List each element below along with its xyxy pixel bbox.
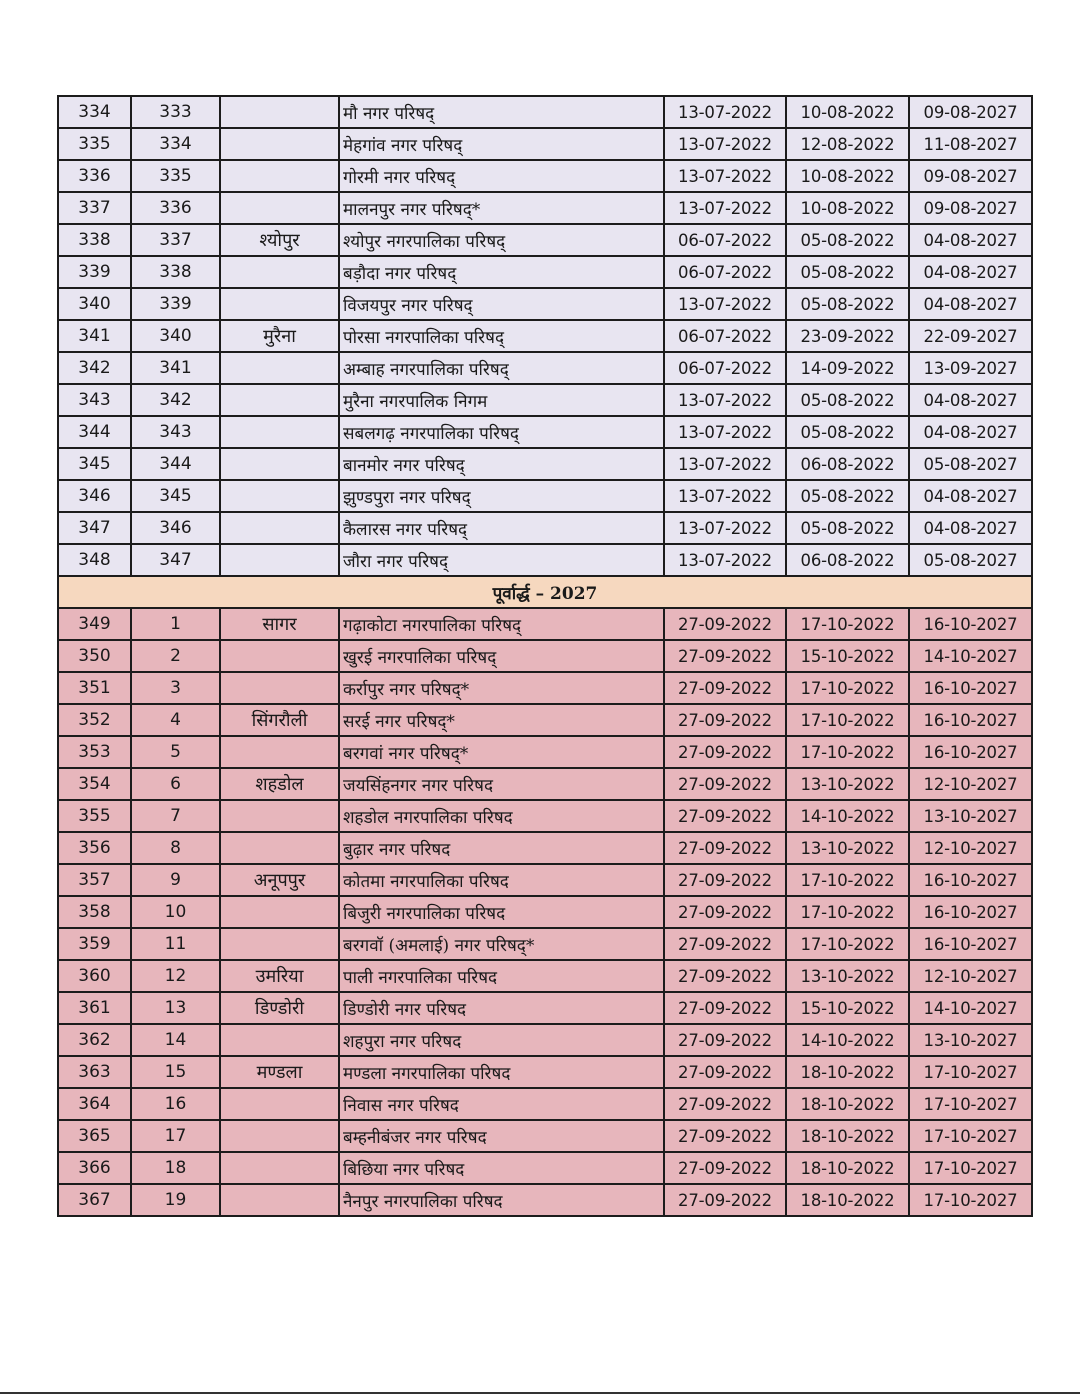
term-end-date-cell: 05-08-2027 — [909, 544, 1032, 576]
term-end-date-cell: 16-10-2027 — [909, 928, 1032, 960]
term-end-date-cell: 16-10-2027 — [909, 672, 1032, 704]
table-row — [58, 224, 1032, 256]
term-start-date-cell: 05-08-2022 — [786, 384, 909, 416]
district-cell — [220, 192, 339, 224]
district-cell — [220, 256, 339, 288]
term-end-date-cell: 14-10-2027 — [909, 640, 1032, 672]
municipal-body-cell: झुण्डपुरा नगर परिषद् — [339, 480, 664, 512]
notification-date-cell: 27-09-2022 — [664, 896, 786, 928]
term-end-date-cell: 14-10-2027 — [909, 992, 1032, 1024]
district-cell — [220, 96, 339, 128]
notification-date-cell: 27-09-2022 — [664, 832, 786, 864]
term-end-date-cell: 13-10-2027 — [909, 1024, 1032, 1056]
notification-date-cell: 13-07-2022 — [664, 160, 786, 192]
notification-date-cell: 06-07-2022 — [664, 352, 786, 384]
district-cell: मण्डला — [220, 1056, 339, 1088]
serial-number-cell: 334 — [58, 96, 131, 128]
municipal-body-cell: बिजुरी नगरपालिका परिषद — [339, 896, 664, 928]
municipal-body-cell: बरगवां नगर परिषद्* — [339, 736, 664, 768]
table-body-group-a — [58, 96, 1032, 576]
notification-date-cell: 27-09-2022 — [664, 608, 786, 640]
serial-number-cell: 342 — [58, 352, 131, 384]
notification-date-cell: 13-07-2022 — [664, 544, 786, 576]
notification-date-cell: 27-09-2022 — [664, 1152, 786, 1184]
serial-number-cell: 355 — [58, 800, 131, 832]
serial-number-cell: 353 — [58, 736, 131, 768]
serial-number-cell: 359 — [58, 928, 131, 960]
table-row — [58, 1184, 1032, 1216]
term-start-date-cell: 23-09-2022 — [786, 320, 909, 352]
notification-date-cell: 27-09-2022 — [664, 928, 786, 960]
term-end-date-cell: 04-08-2027 — [909, 224, 1032, 256]
term-end-date-cell: 11-08-2027 — [909, 128, 1032, 160]
notification-date-cell: 06-07-2022 — [664, 320, 786, 352]
section-title: पूर्वार्द्ध – 2027 — [58, 576, 1032, 608]
municipal-body-cell: नैनपुर नगरपालिका परिषद — [339, 1184, 664, 1216]
term-start-date-cell: 06-08-2022 — [786, 544, 909, 576]
district-cell — [220, 736, 339, 768]
term-start-date-cell: 10-08-2022 — [786, 192, 909, 224]
term-start-date-cell: 10-08-2022 — [786, 96, 909, 128]
term-end-date-cell: 16-10-2027 — [909, 896, 1032, 928]
body-number-cell: 340 — [131, 320, 220, 352]
municipal-body-cell: बुढ़ार नगर परिषद — [339, 832, 664, 864]
term-end-date-cell: 05-08-2027 — [909, 448, 1032, 480]
table-row — [58, 800, 1032, 832]
table-row — [58, 672, 1032, 704]
municipal-body-cell: मेहगांव नगर परिषद् — [339, 128, 664, 160]
notification-date-cell: 27-09-2022 — [664, 864, 786, 896]
district-cell: श्योपुर — [220, 224, 339, 256]
term-end-date-cell: 13-09-2027 — [909, 352, 1032, 384]
table-row — [58, 1152, 1032, 1184]
table-row — [58, 544, 1032, 576]
district-cell — [220, 1088, 339, 1120]
term-end-date-cell: 22-09-2027 — [909, 320, 1032, 352]
serial-number-cell: 352 — [58, 704, 131, 736]
table-row — [58, 608, 1032, 640]
district-cell — [220, 1152, 339, 1184]
serial-number-cell: 349 — [58, 608, 131, 640]
term-start-date-cell: 17-10-2022 — [786, 736, 909, 768]
term-start-date-cell: 06-08-2022 — [786, 448, 909, 480]
municipal-body-cell: जौरा नगर परिषद् — [339, 544, 664, 576]
section-row — [58, 576, 1032, 608]
term-end-date-cell: 04-08-2027 — [909, 256, 1032, 288]
body-number-cell: 339 — [131, 288, 220, 320]
municipal-body-cell: विजयपुर नगर परिषद् — [339, 288, 664, 320]
notification-date-cell: 13-07-2022 — [664, 288, 786, 320]
district-cell — [220, 800, 339, 832]
municipal-body-cell: शहडोल नगरपालिका परिषद — [339, 800, 664, 832]
page-bottom-divider — [0, 1392, 1080, 1394]
table-row — [58, 256, 1032, 288]
district-cell — [220, 384, 339, 416]
body-number-cell: 334 — [131, 128, 220, 160]
district-cell — [220, 448, 339, 480]
serial-number-cell: 357 — [58, 864, 131, 896]
district-cell — [220, 512, 339, 544]
table-row — [58, 288, 1032, 320]
notification-date-cell: 27-09-2022 — [664, 672, 786, 704]
body-number-cell: 337 — [131, 224, 220, 256]
district-cell: अनूपपुर — [220, 864, 339, 896]
notification-date-cell: 06-07-2022 — [664, 224, 786, 256]
term-end-date-cell: 17-10-2027 — [909, 1184, 1032, 1216]
municipal-body-cell: मण्डला नगरपालिका परिषद — [339, 1056, 664, 1088]
term-end-date-cell: 09-08-2027 — [909, 96, 1032, 128]
notification-date-cell: 27-09-2022 — [664, 992, 786, 1024]
district-cell — [220, 160, 339, 192]
term-start-date-cell: 05-08-2022 — [786, 288, 909, 320]
serial-number-cell: 363 — [58, 1056, 131, 1088]
serial-number-cell: 354 — [58, 768, 131, 800]
district-cell — [220, 480, 339, 512]
table-body-group-b — [58, 608, 1032, 1216]
table-row — [58, 960, 1032, 992]
table-row — [58, 928, 1032, 960]
term-start-date-cell: 18-10-2022 — [786, 1056, 909, 1088]
body-number-cell: 4 — [131, 704, 220, 736]
table-row — [58, 128, 1032, 160]
term-end-date-cell: 04-08-2027 — [909, 480, 1032, 512]
serial-number-cell: 351 — [58, 672, 131, 704]
serial-number-cell: 356 — [58, 832, 131, 864]
term-start-date-cell: 17-10-2022 — [786, 608, 909, 640]
term-end-date-cell: 17-10-2027 — [909, 1088, 1032, 1120]
municipal-body-cell: मौ नगर परिषद् — [339, 96, 664, 128]
district-cell — [220, 1120, 339, 1152]
term-start-date-cell: 15-10-2022 — [786, 640, 909, 672]
municipal-body-cell: सबलगढ़ नगरपालिका परिषद् — [339, 416, 664, 448]
table-row — [58, 160, 1032, 192]
serial-number-cell: 346 — [58, 480, 131, 512]
term-end-date-cell: 04-08-2027 — [909, 288, 1032, 320]
term-start-date-cell: 14-09-2022 — [786, 352, 909, 384]
serial-number-cell: 361 — [58, 992, 131, 1024]
notification-date-cell: 13-07-2022 — [664, 192, 786, 224]
term-start-date-cell: 05-08-2022 — [786, 480, 909, 512]
body-number-cell: 343 — [131, 416, 220, 448]
body-number-cell: 14 — [131, 1024, 220, 1056]
municipal-body-cell: बड़ौदा नगर परिषद् — [339, 256, 664, 288]
term-end-date-cell: 04-08-2027 — [909, 384, 1032, 416]
serial-number-cell: 338 — [58, 224, 131, 256]
serial-number-cell: 347 — [58, 512, 131, 544]
municipal-body-cell: कर्रापुर नगर परिषद्* — [339, 672, 664, 704]
district-cell: सागर — [220, 608, 339, 640]
district-cell — [220, 416, 339, 448]
term-start-date-cell: 17-10-2022 — [786, 896, 909, 928]
table-row — [58, 416, 1032, 448]
term-start-date-cell: 17-10-2022 — [786, 672, 909, 704]
notification-date-cell: 13-07-2022 — [664, 128, 786, 160]
body-number-cell: 333 — [131, 96, 220, 128]
table-row — [58, 992, 1032, 1024]
district-cell — [220, 1184, 339, 1216]
term-start-date-cell: 12-08-2022 — [786, 128, 909, 160]
body-number-cell: 17 — [131, 1120, 220, 1152]
term-end-date-cell: 04-08-2027 — [909, 512, 1032, 544]
municipal-body-cell: डिण्डोरी नगर परिषद — [339, 992, 664, 1024]
district-cell: उमरिया — [220, 960, 339, 992]
term-start-date-cell: 15-10-2022 — [786, 992, 909, 1024]
municipal-body-cell: बानमोर नगर परिषद् — [339, 448, 664, 480]
municipal-body-cell: मुरैना नगरपालिक निगम — [339, 384, 664, 416]
serial-number-cell: 362 — [58, 1024, 131, 1056]
table-row — [58, 736, 1032, 768]
term-start-date-cell: 05-08-2022 — [786, 224, 909, 256]
table-row — [58, 704, 1032, 736]
district-cell: मुरैना — [220, 320, 339, 352]
district-cell — [220, 640, 339, 672]
term-end-date-cell: 16-10-2027 — [909, 704, 1032, 736]
term-end-date-cell: 04-08-2027 — [909, 416, 1032, 448]
body-number-cell: 19 — [131, 1184, 220, 1216]
notification-date-cell: 13-07-2022 — [664, 96, 786, 128]
term-start-date-cell: 18-10-2022 — [786, 1088, 909, 1120]
municipal-body-cell: अम्बाह नगरपालिका परिषद् — [339, 352, 664, 384]
body-number-cell: 335 — [131, 160, 220, 192]
table-row — [58, 320, 1032, 352]
serial-number-cell: 345 — [58, 448, 131, 480]
term-start-date-cell: 18-10-2022 — [786, 1184, 909, 1216]
serial-number-cell: 348 — [58, 544, 131, 576]
body-number-cell: 8 — [131, 832, 220, 864]
municipal-body-cell: जयसिंहनगर नगर परिषद — [339, 768, 664, 800]
body-number-cell: 336 — [131, 192, 220, 224]
serial-number-cell: 366 — [58, 1152, 131, 1184]
term-end-date-cell: 17-10-2027 — [909, 1056, 1032, 1088]
serial-number-cell: 365 — [58, 1120, 131, 1152]
table-row — [58, 832, 1032, 864]
notification-date-cell: 27-09-2022 — [664, 1056, 786, 1088]
term-end-date-cell: 16-10-2027 — [909, 608, 1032, 640]
body-number-cell: 1 — [131, 608, 220, 640]
body-number-cell: 342 — [131, 384, 220, 416]
term-end-date-cell: 12-10-2027 — [909, 832, 1032, 864]
municipal-body-cell: मालनपुर नगर परिषद्* — [339, 192, 664, 224]
municipal-body-cell: कैलारस नगर परिषद् — [339, 512, 664, 544]
municipal-body-cell: गोरमी नगर परिषद् — [339, 160, 664, 192]
term-start-date-cell: 05-08-2022 — [786, 416, 909, 448]
body-number-cell: 3 — [131, 672, 220, 704]
notification-date-cell: 27-09-2022 — [664, 1184, 786, 1216]
table-row — [58, 384, 1032, 416]
body-number-cell: 15 — [131, 1056, 220, 1088]
term-end-date-cell: 17-10-2027 — [909, 1152, 1032, 1184]
term-start-date-cell: 13-10-2022 — [786, 832, 909, 864]
district-cell: सिंगरौली — [220, 704, 339, 736]
table-row — [58, 1056, 1032, 1088]
notification-date-cell: 27-09-2022 — [664, 704, 786, 736]
district-cell — [220, 352, 339, 384]
body-number-cell: 346 — [131, 512, 220, 544]
notification-date-cell: 13-07-2022 — [664, 512, 786, 544]
serial-number-cell: 341 — [58, 320, 131, 352]
table-row — [58, 192, 1032, 224]
table-row — [58, 480, 1032, 512]
notification-date-cell: 27-09-2022 — [664, 1088, 786, 1120]
notification-date-cell: 27-09-2022 — [664, 768, 786, 800]
notification-date-cell: 27-09-2022 — [664, 640, 786, 672]
municipal-body-cell: सरई नगर परिषद्* — [339, 704, 664, 736]
serial-number-cell: 367 — [58, 1184, 131, 1216]
body-number-cell: 341 — [131, 352, 220, 384]
body-number-cell: 344 — [131, 448, 220, 480]
district-cell — [220, 928, 339, 960]
district-cell — [220, 288, 339, 320]
notification-date-cell: 13-07-2022 — [664, 384, 786, 416]
table-row — [58, 1120, 1032, 1152]
table-row — [58, 768, 1032, 800]
municipal-body-cell: पोरसा नगरपालिका परिषद् — [339, 320, 664, 352]
municipal-body-cell: बरगवॉ (अमलाई) नगर परिषद्* — [339, 928, 664, 960]
table-row — [58, 640, 1032, 672]
notification-date-cell: 13-07-2022 — [664, 448, 786, 480]
serial-number-cell: 360 — [58, 960, 131, 992]
table-row — [58, 864, 1032, 896]
body-number-cell: 7 — [131, 800, 220, 832]
serial-number-cell: 335 — [58, 128, 131, 160]
table-row — [58, 896, 1032, 928]
election-schedule-table — [57, 95, 1033, 1217]
term-start-date-cell: 14-10-2022 — [786, 800, 909, 832]
term-start-date-cell: 10-08-2022 — [786, 160, 909, 192]
serial-number-cell: 343 — [58, 384, 131, 416]
serial-number-cell: 344 — [58, 416, 131, 448]
district-cell — [220, 672, 339, 704]
notification-date-cell: 13-07-2022 — [664, 416, 786, 448]
term-start-date-cell: 05-08-2022 — [786, 256, 909, 288]
serial-number-cell: 336 — [58, 160, 131, 192]
body-number-cell: 345 — [131, 480, 220, 512]
term-start-date-cell: 18-10-2022 — [786, 1152, 909, 1184]
municipal-body-cell: गढ़ाकोटा नगरपालिका परिषद् — [339, 608, 664, 640]
municipal-body-cell: कोतमा नगरपालिका परिषद — [339, 864, 664, 896]
body-number-cell: 11 — [131, 928, 220, 960]
district-cell: डिण्डोरी — [220, 992, 339, 1024]
table-row — [58, 96, 1032, 128]
serial-number-cell: 364 — [58, 1088, 131, 1120]
notification-date-cell: 27-09-2022 — [664, 960, 786, 992]
municipal-body-cell: निवास नगर परिषद — [339, 1088, 664, 1120]
serial-number-cell: 340 — [58, 288, 131, 320]
district-cell — [220, 544, 339, 576]
notification-date-cell: 27-09-2022 — [664, 736, 786, 768]
serial-number-cell: 350 — [58, 640, 131, 672]
body-number-cell: 18 — [131, 1152, 220, 1184]
body-number-cell: 13 — [131, 992, 220, 1024]
term-start-date-cell: 13-10-2022 — [786, 960, 909, 992]
municipal-body-cell: खुरई नगरपालिका परिषद् — [339, 640, 664, 672]
district-cell — [220, 832, 339, 864]
section-header — [58, 576, 1032, 608]
municipal-body-cell: पाली नगरपालिका परिषद — [339, 960, 664, 992]
municipal-body-cell: बिछिया नगर परिषद — [339, 1152, 664, 1184]
term-end-date-cell: 17-10-2027 — [909, 1120, 1032, 1152]
notification-date-cell: 27-09-2022 — [664, 1120, 786, 1152]
notification-date-cell: 27-09-2022 — [664, 1024, 786, 1056]
serial-number-cell: 337 — [58, 192, 131, 224]
notification-date-cell: 13-07-2022 — [664, 480, 786, 512]
municipal-body-cell: शहपुरा नगर परिषद — [339, 1024, 664, 1056]
municipal-body-cell: बम्हनीबंजर नगर परिषद — [339, 1120, 664, 1152]
term-end-date-cell: 13-10-2027 — [909, 800, 1032, 832]
term-start-date-cell: 13-10-2022 — [786, 768, 909, 800]
term-start-date-cell: 05-08-2022 — [786, 512, 909, 544]
term-start-date-cell: 17-10-2022 — [786, 864, 909, 896]
table-row — [58, 1024, 1032, 1056]
body-number-cell: 16 — [131, 1088, 220, 1120]
body-number-cell: 347 — [131, 544, 220, 576]
municipal-body-cell: श्योपुर नगरपालिका परिषद् — [339, 224, 664, 256]
body-number-cell: 6 — [131, 768, 220, 800]
notification-date-cell: 27-09-2022 — [664, 800, 786, 832]
table-row — [58, 448, 1032, 480]
body-number-cell: 2 — [131, 640, 220, 672]
term-end-date-cell: 16-10-2027 — [909, 864, 1032, 896]
body-number-cell: 5 — [131, 736, 220, 768]
body-number-cell: 10 — [131, 896, 220, 928]
table-row — [58, 352, 1032, 384]
term-start-date-cell: 17-10-2022 — [786, 928, 909, 960]
body-number-cell: 12 — [131, 960, 220, 992]
term-start-date-cell: 14-10-2022 — [786, 1024, 909, 1056]
district-cell — [220, 128, 339, 160]
district-cell — [220, 896, 339, 928]
term-end-date-cell: 16-10-2027 — [909, 736, 1032, 768]
term-end-date-cell: 09-08-2027 — [909, 160, 1032, 192]
table-row — [58, 1088, 1032, 1120]
term-start-date-cell: 17-10-2022 — [786, 704, 909, 736]
serial-number-cell: 339 — [58, 256, 131, 288]
term-end-date-cell: 09-08-2027 — [909, 192, 1032, 224]
body-number-cell: 9 — [131, 864, 220, 896]
term-start-date-cell: 18-10-2022 — [786, 1120, 909, 1152]
district-cell: शहडोल — [220, 768, 339, 800]
term-end-date-cell: 12-10-2027 — [909, 960, 1032, 992]
table-row — [58, 512, 1032, 544]
notification-date-cell: 06-07-2022 — [664, 256, 786, 288]
district-cell — [220, 1024, 339, 1056]
term-end-date-cell: 12-10-2027 — [909, 768, 1032, 800]
serial-number-cell: 358 — [58, 896, 131, 928]
body-number-cell: 338 — [131, 256, 220, 288]
